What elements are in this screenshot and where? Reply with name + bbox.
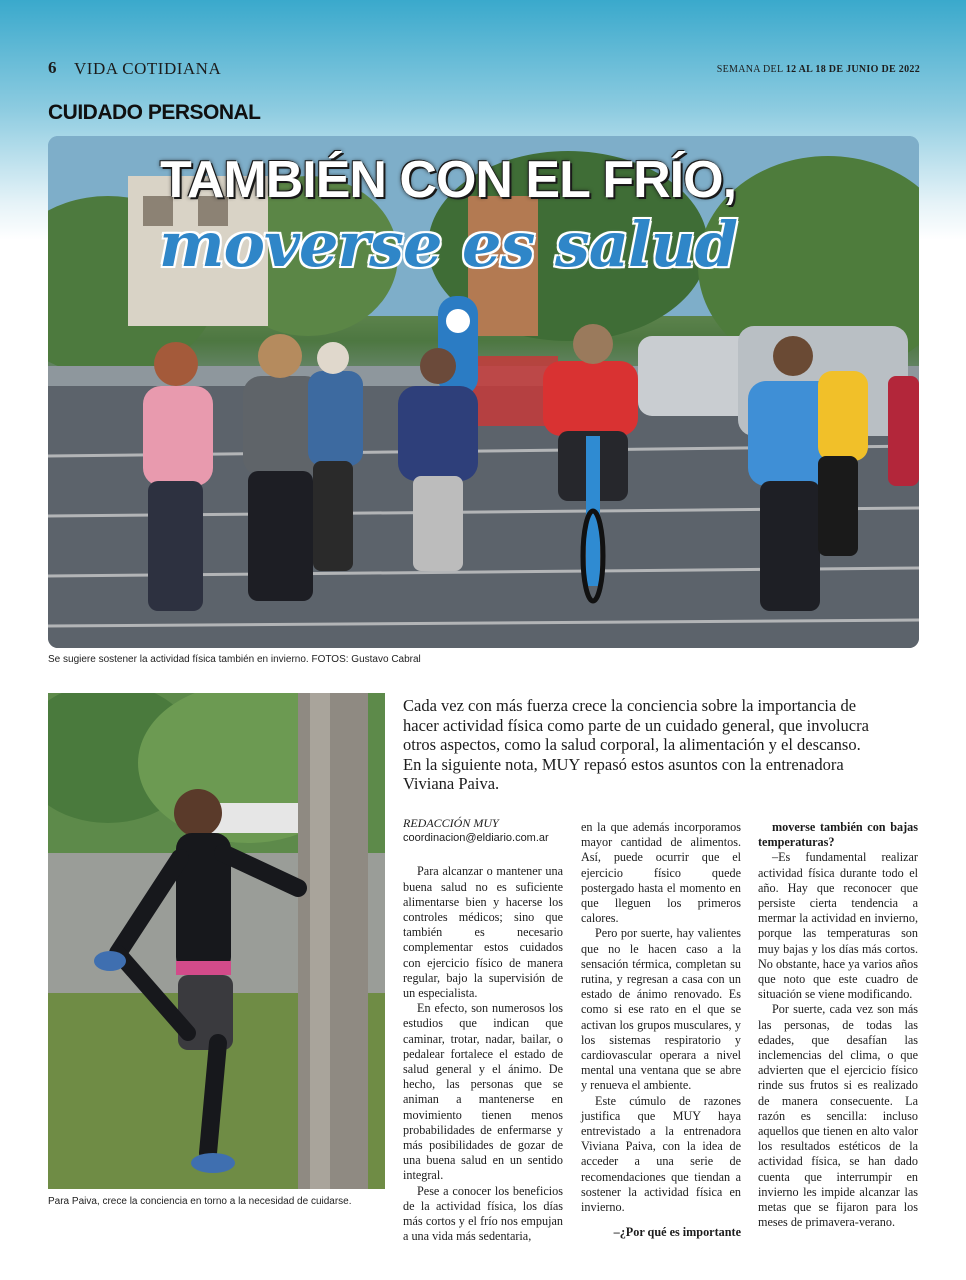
trainer-photo-illustration	[48, 693, 385, 1189]
page-number: 6	[48, 58, 57, 77]
author-email[interactable]: coordinacion@eldiario.com.ar	[403, 832, 549, 845]
answer-paragraph: –Es fundamental realizar actividad física durante todo el año. Hay que reconocer que persiste cierta tendencia a mermar la actividad en invierno, porque las temperaturas son muy bajas y los días más cortos. No obstante, hace ya varios años que noto que este cuadro de situación se viene modificando.	[758, 850, 918, 1002]
date-prefix: SEMANA DEL	[716, 64, 786, 75]
section-name: VIDA COTIDIANA	[74, 59, 222, 78]
trainer-caption: Para Paiva, crece la conciencia en torno a la necesidad de cuidarse.	[48, 1196, 352, 1207]
lead-paragraph: Cada vez con más fuerza crece la conciencia sobre la importancia de hacer actividad física como parte de un cuidado general, que involucra otros aspectos, como la salud corporal, la alimentación y el descanso. En la siguiente nota, MUY repasó estos asuntos con la entrenadora Viviana Paiva.	[403, 696, 869, 793]
headline-line-2: moverse es salud	[158, 208, 738, 281]
interview-question-end: moverse también con bajas temperaturas?	[758, 820, 918, 850]
hero-caption: Se sugiere sostener la actividad física también en invierno. FOTOS: Gustavo Cabral	[48, 654, 421, 665]
byline: REDACCIÓN MUY	[403, 816, 499, 830]
body-paragraph: Para alcanzar o mantener una buena salud no es suficiente alimentarse bien y hacerse los controles médicos; sino que también es necesario complementar estos cuidados con ejercicio físico de manera regular, bajo la supervisión de un especialista.	[403, 864, 563, 1001]
page-header	[48, 58, 920, 82]
body-paragraph: en la que además incorporamos mayor cantidad de alimentos. Así, puede ocurrir que el ejercicio físico quede postergado hasta el momento en que lleguen los primeros calores.	[581, 820, 741, 926]
issue-date	[717, 64, 920, 75]
headline-line-1: TAMBIÉN CON EL FRÍO,	[159, 151, 737, 209]
text-column-2	[581, 820, 741, 1240]
body-paragraph: En efecto, son numerosos los estudios que indican que caminar, trotar, nadar, bailar, o pedalear fortalece el estado de salud general y el ánimo. De hecho, las personas que se animan a mantenerse en movimiento tienen menos probabilidades de enfermarse y más posibilidades de gozar de una buena salud en un sentido integral.	[403, 1001, 563, 1183]
kicker: CUIDADO PERSONAL	[48, 101, 261, 124]
body-paragraph: Este cúmulo de razones justifica que MUY haya entrevistado a la entrenadora Viviana Paiva, con la idea de acceder a una serie de recomendaciones que tiendan a sostener la actividad física en invierno.	[581, 1093, 741, 1215]
body-paragraph: Pese a conocer los beneficios de la actividad física, los días más cortos y el frío nos empujan a una vida más sedentaria,	[403, 1183, 563, 1244]
body-paragraph: Pero por suerte, hay valientes que no le hacen caso a la sensación térmica, completan su rutina, y regresan a casa con un estado de ánimo renovado. Es como si ese rato en el que se activan los grupos musculares, y los sistemas respiratorio y cardiovascular operara a nivel mental una ventana que se abre y renueva el ambiente.	[581, 926, 741, 1093]
interview-question-start: –¿Por qué es importante	[613, 1225, 741, 1240]
trainer-photo	[48, 693, 385, 1189]
answer-paragraph: Por suerte, cada vez son más las personas, de todas las edades, que desafían las inclemencias del clima, o que advierten que el ejercicio físico rinde sus frutos si es realizado de manera consecuente. La razón es sencilla: incluso aquellos que tienen en alto valor los resultados estéticos de la actividad física, se han dado cuenta que interrumpir en invierno les impide alcanzar las metas que se fijaron para los meses de primavera-verano.	[758, 1002, 918, 1230]
text-column-1	[403, 816, 563, 1244]
date-range: 12 AL 18 DE JUNIO DE 2022	[785, 64, 920, 75]
text-column-3	[758, 820, 918, 1230]
